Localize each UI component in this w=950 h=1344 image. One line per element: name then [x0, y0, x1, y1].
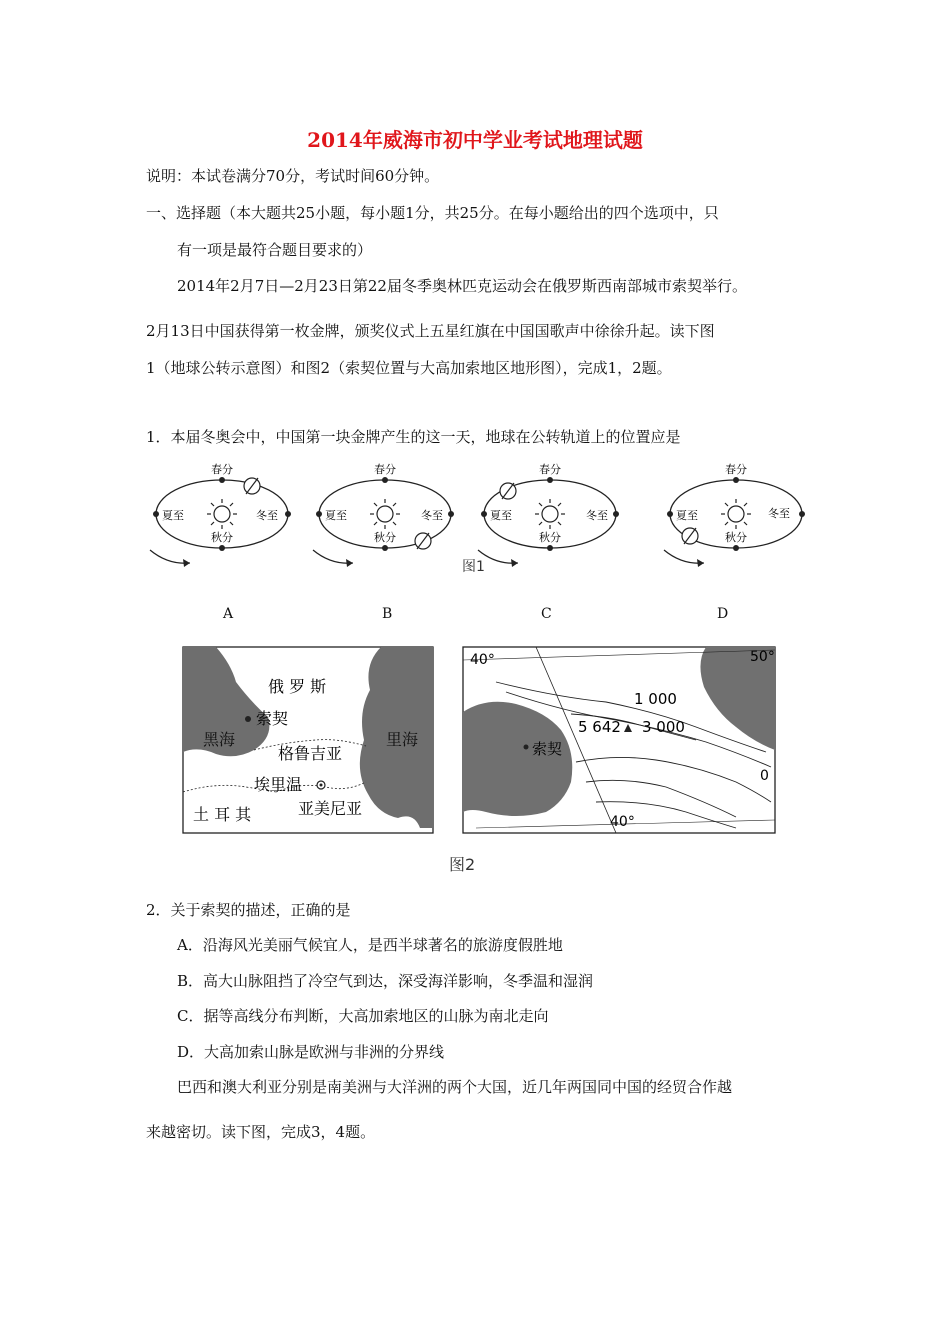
- orbit-diagram-b: [313, 462, 454, 567]
- question-1: 1．本届冬奥会中，中国第一块金牌产生的这一天，地球在公转轨道上的位置应是: [146, 428, 681, 446]
- label-winter: 冬至: [256, 509, 278, 522]
- label-russia: 俄 罗 斯: [268, 677, 327, 696]
- intro-paragraph-line1: 2014年2月7日—2月23日第22届冬季奥林匹克运动会在俄罗斯西南部城市索契举行。: [177, 277, 747, 295]
- question-2-option-c: C．据等高线分布判断，大高加索地区的山脉为南北走向: [177, 1007, 549, 1025]
- label-winter: 冬至: [421, 509, 443, 522]
- sochi-marker: [245, 716, 251, 722]
- sochi-marker: [524, 745, 529, 750]
- label-sochi: 索契: [256, 709, 289, 728]
- label-spring: 春分: [374, 463, 396, 476]
- section-heading-line1: 一、选择题（本大题共25小题，每小题1分，共25分。在每小题给出的四个选项中，只: [146, 204, 719, 222]
- intro-2-line2: 来越密切。读下图，完成3，4题。: [146, 1123, 376, 1141]
- page-title: 2014年威海市初中学业考试地理试题: [307, 128, 643, 152]
- label-lat-40-top: 40°: [470, 652, 495, 668]
- label-caspian-sea: 里海: [386, 730, 419, 749]
- intro-paragraph-line3: 1（地球公转示意图）和图2（索契位置与大高加索地区地形图），完成1，2题。: [146, 359, 672, 377]
- label-winter: 冬至: [586, 509, 608, 522]
- label-elevation-5642: 5 642: [578, 718, 621, 736]
- label-spring: 春分: [725, 463, 747, 476]
- figure-2-maps: [176, 642, 782, 882]
- label-autumn: 秋分: [374, 531, 396, 544]
- label-summer: 夏至: [162, 509, 184, 522]
- label-winter: 冬至: [768, 507, 790, 520]
- question-2-option-b: B．高大山脉阻挡了冷空气到达，深受海洋影响，冬季温和湿润: [177, 972, 594, 990]
- label-autumn: 秋分: [539, 531, 561, 544]
- label-summer: 夏至: [325, 509, 347, 522]
- intro-paragraph-line2: 2月13日中国获得第一枚金牌，颁奖仪式上五星红旗在中国国歌声中徐徐升起。读下图: [146, 322, 715, 340]
- sochi-location-map: [183, 647, 433, 833]
- label-sochi: 索契: [532, 740, 563, 758]
- label-contour-0: 0: [760, 768, 769, 784]
- exam-note: 说明：本试卷满分70分，考试时间60分钟。: [146, 167, 440, 185]
- label-turkey: 土 耳 其: [193, 805, 252, 824]
- figure-1-caption: 图1: [462, 559, 485, 575]
- figure-option-c: C: [541, 606, 552, 622]
- figure-1-orbits: [140, 455, 820, 590]
- label-spring: 春分: [211, 463, 233, 476]
- label-contour-3000: 3 000: [642, 718, 685, 736]
- orbit-diagram-d: [664, 462, 805, 567]
- label-summer: 夏至: [676, 509, 698, 522]
- label-lat-50: 50°: [750, 649, 775, 665]
- question-2-option-d: D．大高加索山脉是欧洲与非洲的分界线: [177, 1043, 445, 1061]
- label-autumn: 秋分: [211, 531, 233, 544]
- section-heading-line2: 有一项是最符合题目要求的）: [177, 241, 373, 259]
- figure-option-d: D: [717, 606, 729, 622]
- label-autumn: 秋分: [725, 531, 747, 544]
- question-2-option-a: A．沿海风光美丽气候宜人，是西半球著名的旅游度假胜地: [177, 936, 563, 954]
- label-black-sea: 黑海: [203, 730, 236, 749]
- figure-option-a: A: [223, 606, 234, 622]
- label-contour-1000: 1 000: [634, 690, 677, 708]
- label-georgia: 格鲁吉亚: [278, 744, 343, 763]
- orbit-diagram-c: [478, 462, 619, 567]
- orbit-diagram-a: [150, 462, 291, 567]
- label-spring: 春分: [539, 463, 561, 476]
- question-2-stem: 2．关于索契的描述，正确的是: [146, 901, 351, 919]
- intro-2-line1: 巴西和澳大利亚分别是南美洲与大洋洲的两个大国，近几年两国同中国的经贸合作越: [177, 1078, 733, 1096]
- label-summer: 夏至: [490, 509, 512, 522]
- label-armenia: 亚美尼亚: [298, 799, 363, 818]
- label-lat-40-bottom: 40°: [610, 814, 635, 830]
- caucasus-terrain-map: [463, 647, 775, 833]
- figure-option-b: B: [382, 606, 393, 622]
- label-yerevan: 埃里温: [254, 775, 303, 794]
- figure-2-caption: 图2: [449, 855, 476, 874]
